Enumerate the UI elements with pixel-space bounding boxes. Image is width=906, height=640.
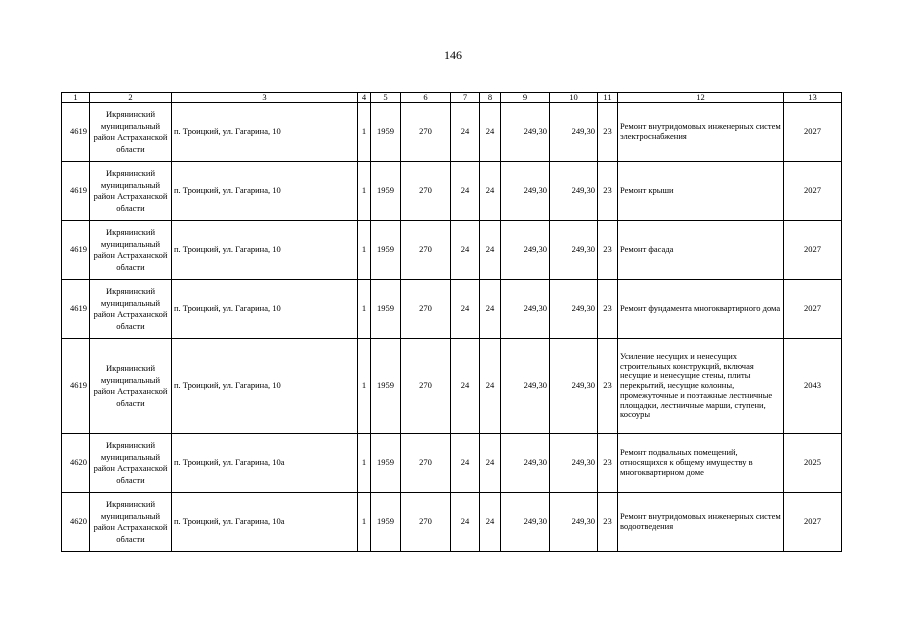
- column-header-3: 3: [172, 93, 358, 103]
- table-row: [62, 339, 842, 434]
- address-cell: п. Троицкий, ул. Гагарина, 10: [172, 339, 358, 434]
- address-cell: п. Троицкий, ул. Гагарина, 10: [172, 221, 358, 280]
- col11-cell: 23: [598, 162, 618, 221]
- col9-cell: 249,30: [501, 280, 550, 339]
- row-id: 4619: [62, 280, 90, 339]
- work-type-cell: Ремонт фундамента многоквартирного дома: [618, 280, 784, 339]
- plan-year-cell: 2027: [784, 103, 842, 162]
- col6-cell: 270: [401, 103, 451, 162]
- col7-cell: 24: [451, 339, 480, 434]
- column-header-6: 6: [401, 93, 451, 103]
- col7-cell: 24: [451, 221, 480, 280]
- col8-cell: 24: [480, 221, 501, 280]
- column-header-13: 13: [784, 93, 842, 103]
- column-header-10: 10: [550, 93, 598, 103]
- build-year-cell: 1959: [371, 339, 401, 434]
- col4-cell: 1: [358, 493, 371, 552]
- region-cell: Икрянинский муниципальный район Астраханской области: [90, 493, 172, 552]
- col8-cell: 24: [480, 493, 501, 552]
- col7-cell: 24: [451, 162, 480, 221]
- col6-cell: 270: [401, 280, 451, 339]
- region-cell: Икрянинский муниципальный район Астраханской области: [90, 339, 172, 434]
- column-header-1: 1: [62, 93, 90, 103]
- column-header-9: 9: [501, 93, 550, 103]
- row-id: 4620: [62, 493, 90, 552]
- plan-year-cell: 2025: [784, 434, 842, 493]
- header-row: [62, 93, 842, 103]
- work-type-cell: Ремонт фасада: [618, 221, 784, 280]
- col10-cell: 249,30: [550, 280, 598, 339]
- address-cell: п. Троицкий, ул. Гагарина, 10: [172, 280, 358, 339]
- column-header-7: 7: [451, 93, 480, 103]
- table-body: [62, 93, 842, 552]
- col4-cell: 1: [358, 221, 371, 280]
- col8-cell: 24: [480, 434, 501, 493]
- plan-year-cell: 2043: [784, 339, 842, 434]
- address-cell: п. Троицкий, ул. Гагарина, 10а: [172, 434, 358, 493]
- table-row: [62, 221, 842, 280]
- column-header-4: 4: [358, 93, 371, 103]
- row-id: 4619: [62, 339, 90, 434]
- row-id: 4619: [62, 221, 90, 280]
- plan-year-cell: 2027: [784, 221, 842, 280]
- col4-cell: 1: [358, 103, 371, 162]
- address-cell: п. Троицкий, ул. Гагарина, 10: [172, 103, 358, 162]
- col11-cell: 23: [598, 493, 618, 552]
- build-year-cell: 1959: [371, 162, 401, 221]
- region-cell: Икрянинский муниципальный район Астраханской области: [90, 221, 172, 280]
- col9-cell: 249,30: [501, 221, 550, 280]
- column-header-11: 11: [598, 93, 618, 103]
- table-row: [62, 162, 842, 221]
- build-year-cell: 1959: [371, 493, 401, 552]
- col11-cell: 23: [598, 434, 618, 493]
- col7-cell: 24: [451, 103, 480, 162]
- col6-cell: 270: [401, 493, 451, 552]
- col6-cell: 270: [401, 221, 451, 280]
- col11-cell: 23: [598, 221, 618, 280]
- col7-cell: 24: [451, 434, 480, 493]
- row-id: 4619: [62, 162, 90, 221]
- col11-cell: 23: [598, 280, 618, 339]
- col10-cell: 249,30: [550, 339, 598, 434]
- region-cell: Икрянинский муниципальный район Астраханской области: [90, 162, 172, 221]
- build-year-cell: 1959: [371, 103, 401, 162]
- col10-cell: 249,30: [550, 162, 598, 221]
- region-cell: Икрянинский муниципальный район Астраханской области: [90, 103, 172, 162]
- address-cell: п. Троицкий, ул. Гагарина, 10: [172, 162, 358, 221]
- col11-cell: 23: [598, 339, 618, 434]
- col8-cell: 24: [480, 339, 501, 434]
- address-cell: п. Троицкий, ул. Гагарина, 10а: [172, 493, 358, 552]
- col4-cell: 1: [358, 434, 371, 493]
- page-number: 146: [444, 48, 462, 62]
- col9-cell: 249,30: [501, 434, 550, 493]
- build-year-cell: 1959: [371, 221, 401, 280]
- col4-cell: 1: [358, 339, 371, 434]
- table-row: [62, 493, 842, 552]
- work-type-cell: Ремонт крыши: [618, 162, 784, 221]
- build-year-cell: 1959: [371, 280, 401, 339]
- build-year-cell: 1959: [371, 434, 401, 493]
- col10-cell: 249,30: [550, 493, 598, 552]
- row-id: 4619: [62, 103, 90, 162]
- col10-cell: 249,30: [550, 434, 598, 493]
- col9-cell: 249,30: [501, 339, 550, 434]
- col9-cell: 249,30: [501, 162, 550, 221]
- work-type-cell: Ремонт внутридомовых инженерных систем водоотведения: [618, 493, 784, 552]
- work-type-cell: Усиление несущих и ненесущих строительных конструкций, включая несущие и ненесущие стены, плиты перекрытий, несущие колонны, промежуточные и поэтажные лестничные площадки, лестничные марши, ступени, косоуры: [618, 339, 784, 434]
- column-header-12: 12: [618, 93, 784, 103]
- col6-cell: 270: [401, 339, 451, 434]
- region-cell: Икрянинский муниципальный район Астраханской области: [90, 280, 172, 339]
- plan-year-cell: 2027: [784, 162, 842, 221]
- column-header-5: 5: [371, 93, 401, 103]
- column-header-2: 2: [90, 93, 172, 103]
- col6-cell: 270: [401, 162, 451, 221]
- table-row: [62, 280, 842, 339]
- work-type-cell: Ремонт подвальных помещений, относящихся к общему имуществу в многоквартирном доме: [618, 434, 784, 493]
- col8-cell: 24: [480, 103, 501, 162]
- col6-cell: 270: [401, 434, 451, 493]
- col7-cell: 24: [451, 493, 480, 552]
- plan-year-cell: 2027: [784, 493, 842, 552]
- col9-cell: 249,30: [501, 493, 550, 552]
- region-cell: Икрянинский муниципальный район Астраханской области: [90, 434, 172, 493]
- plan-year-cell: 2027: [784, 280, 842, 339]
- col11-cell: 23: [598, 103, 618, 162]
- col9-cell: 249,30: [501, 103, 550, 162]
- col10-cell: 249,30: [550, 103, 598, 162]
- col10-cell: 249,30: [550, 221, 598, 280]
- register-table: [61, 92, 842, 552]
- table-row: [62, 434, 842, 493]
- row-id: 4620: [62, 434, 90, 493]
- col4-cell: 1: [358, 280, 371, 339]
- col7-cell: 24: [451, 280, 480, 339]
- col8-cell: 24: [480, 280, 501, 339]
- work-type-cell: Ремонт внутридомовых инженерных систем электроснабжения: [618, 103, 784, 162]
- table-row: [62, 103, 842, 162]
- column-header-8: 8: [480, 93, 501, 103]
- col8-cell: 24: [480, 162, 501, 221]
- col4-cell: 1: [358, 162, 371, 221]
